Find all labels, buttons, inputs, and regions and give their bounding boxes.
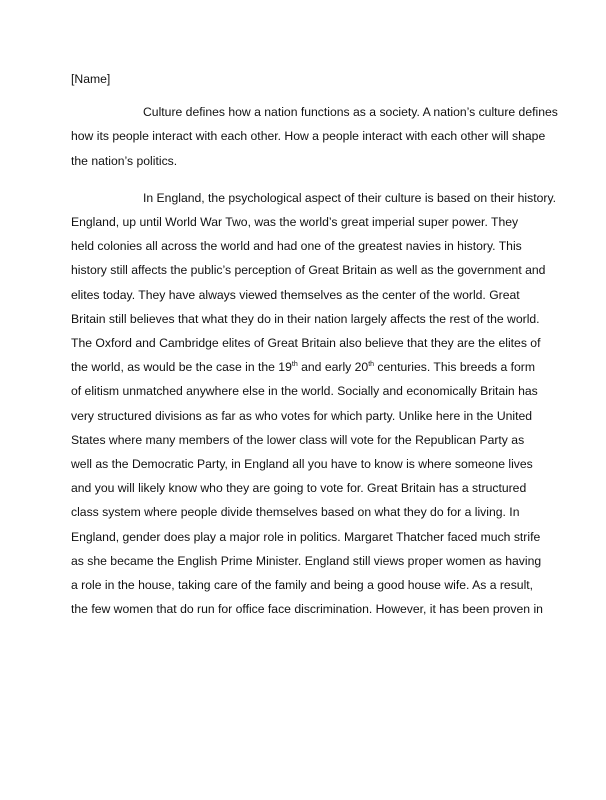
- text-line: England, gender does play a major role in politics. Margaret Thatcher faced much strife: [71, 529, 541, 544]
- document-body: [71, 67, 558, 621]
- text-line-centuries: [71, 355, 537, 379]
- text-line: In England, the psychological aspect of their culture is based on their history.: [143, 190, 557, 205]
- text-line: and you will likely know who they are going to vote for. Great Britain has a structured: [71, 481, 527, 496]
- text-line: The Oxford and Cambridge elites of Great Britain also believe that they are the elites of: [71, 336, 541, 351]
- text-line: England, up until World War Two, was the world’s great imperial super power. They: [71, 215, 519, 230]
- text-line: elites today. They have always viewed themselves as the center of the world. Great: [71, 287, 520, 302]
- text-line: held colonies all across the world and had one of the greatest navies in history. This: [71, 239, 522, 254]
- text-line: States where many members of the lower class will vote for the Republican Party as: [71, 432, 525, 447]
- paragraph-2: [71, 186, 557, 622]
- text-line: the nation’s politics.: [71, 153, 178, 168]
- text-line: how its people interact with each other. How a people interact with each other will shape: [71, 129, 546, 144]
- text-line: history still affects the public’s perception of Great Britain as well as the government and: [71, 263, 546, 278]
- name-placeholder: [Name]: [71, 72, 111, 86]
- ordinal-suffix: th: [291, 361, 298, 369]
- text-line: the few women that do run for office face discrimination. However, it has been proven in: [71, 602, 543, 617]
- text-line: a role in the house, taking care of the family and being a good house wife. As a result,: [71, 578, 534, 593]
- paragraph-1: [71, 100, 558, 173]
- text-line: Culture defines how a nation functions as a society. A nation’s culture defines: [143, 105, 558, 120]
- text-segment: and early 20: [297, 360, 369, 375]
- text-line: very structured divisions as far as who votes for which party. Unlike here in the United: [71, 408, 533, 423]
- text-line: well as the Democratic Party, in England all you have to know is where someone lives: [71, 457, 533, 472]
- text-line: class system where people divide themselves based on what they do for a living. In: [71, 505, 520, 520]
- text-segment: the world, as would be the case in the 19: [71, 360, 292, 375]
- text-line: Britain still believes that what they do in their nation largely affects the rest of the world.: [71, 311, 540, 326]
- text-line: as she became the English Prime Minister. England still views proper women as having: [71, 553, 542, 568]
- ordinal-suffix: th: [368, 361, 375, 369]
- text-segment: centuries. This breeds a form: [374, 360, 536, 375]
- text-line: of elitism unmatched anywhere else in the world. Socially and economically Britain has: [71, 384, 538, 399]
